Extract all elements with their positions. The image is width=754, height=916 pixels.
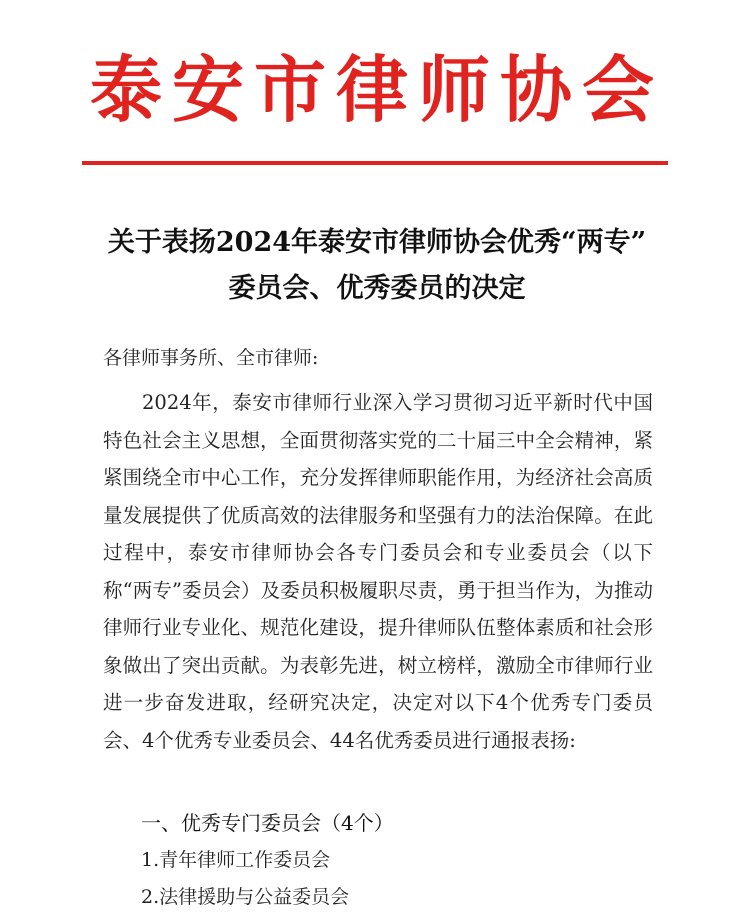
document-title-line-2: 委员会、优秀委员的决定 (228, 273, 526, 304)
document-title (40, 220, 714, 312)
letterhead-org-name: 泰安市律师协会 (89, 47, 664, 132)
body-paragraph: 2024年，泰安市律师行业深入学习贯彻习近平新时代中国特色社会主义思想，全面贯彻落实党的二十届三中全会精神，紧紧围绕全市中心工作，充分发挥律师职能作用，为经济社会高质量发展提供了优质高效的法律服务和坚强有力的法治保障。在此过程中，泰安市律师协会各专门委员会和专业委员会（以下称“两专”委员会）及委员积极履职尽责，勇于担当作为，为推动律师行业专业化、规范化建设，提升律师队伍整体素质和社会形象做出了突出贡献。为表彰先进，树立榜样，激励全市律师行业进一步奋发进取，经研究决定，决定对以下4个优秀专门委员会、4个优秀专业委员会、44名优秀委员进行通报表扬: (103, 391, 653, 752)
section-heading: 一、优秀专门委员会（4个） (141, 811, 394, 835)
salutation: 各律师事务所、全市律师: (103, 347, 319, 369)
list-item: 1.青年律师工作委员会 (141, 849, 331, 871)
document-title-line-1: 关于表扬2024年泰安市律师协会优秀“两专” (107, 227, 647, 258)
letterhead-divider (82, 161, 668, 165)
list-item: 2.法律援助与公益委员会 (141, 886, 350, 908)
